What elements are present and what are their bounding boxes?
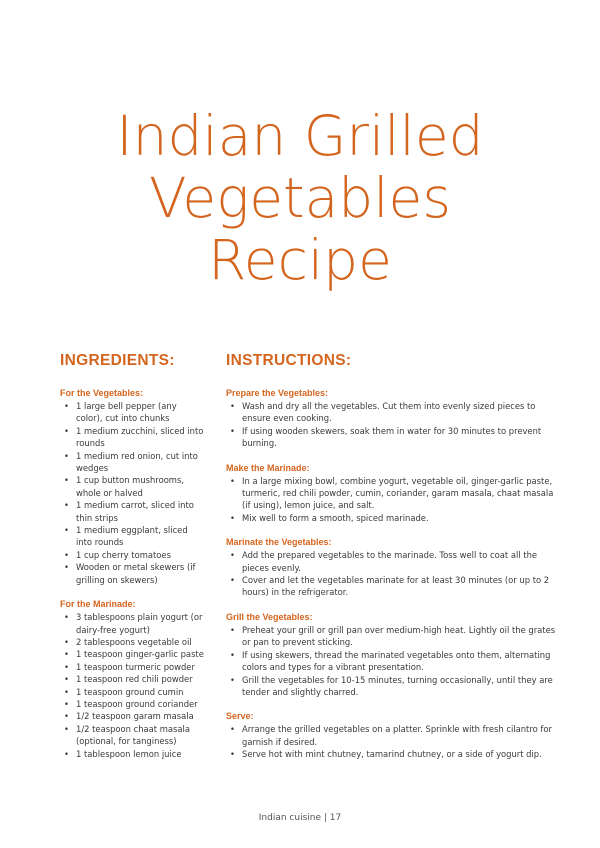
bullet-list	[226, 400, 556, 450]
recipe-section	[60, 387, 205, 586]
list-item: • Mix well to form a smooth, spiced marinade.	[226, 512, 556, 524]
recipe-section	[226, 536, 556, 599]
list-item: • If using skewers, thread the marinated vegetables onto them, alternating colors and types for a vibrant presentation.	[226, 649, 556, 674]
list-item: • 1 medium red onion, cut into wedges	[60, 450, 205, 475]
list-item: • 1 medium eggplant, sliced into rounds	[60, 524, 205, 549]
bullet-list	[226, 723, 556, 760]
section-title: For the Vegetables:	[60, 388, 144, 398]
list-item: • 1 teaspoon ground cumin	[60, 686, 205, 698]
list-item: • 2 tablespoons vegetable oil	[60, 636, 205, 648]
list-item: • Wooden or metal skewers (if grilling on skewers)	[60, 561, 205, 586]
recipe-section	[226, 387, 556, 450]
list-item: • If using wooden skewers, soak them in water for 30 minutes to prevent burning.	[226, 425, 556, 450]
list-item: • 1/2 teaspoon garam masala	[60, 710, 205, 722]
list-item: • Add the prepared vegetables to the marinade. Toss well to coat all the pieces evenly.	[226, 549, 556, 574]
list-item: • Wash and dry all the vegetables. Cut them into evenly sized pieces to ensure even cooking.	[226, 400, 556, 425]
section-title: For the Marinade:	[60, 599, 136, 610]
bullet-list	[226, 549, 556, 599]
instructions-column	[226, 352, 556, 773]
list-item: • 1/2 teaspoon chaat masala (optional, for tanginess)	[60, 723, 205, 748]
ingredients-column	[60, 352, 205, 772]
list-item: • 1 teaspoon red chili powder	[60, 673, 205, 685]
list-item: • Serve hot with mint chutney, tamarind chutney, or a side of yogurt dip.	[226, 748, 556, 760]
list-item: • Grill the vegetables for 10-15 minutes, turning occasionally, until they are tender and slightly charred.	[226, 674, 556, 699]
title-line: Recipe	[208, 227, 392, 292]
bullet-list	[226, 475, 556, 525]
list-item: • Cover and let the vegetables marinate for at least 30 minutes (or up to 2 hours) in the refrigerator.	[226, 574, 556, 599]
list-item: • 3 tablespoons plain yogurt (or dairy-free yogurt)	[60, 611, 205, 636]
page-title	[0, 105, 600, 291]
bullet-list	[226, 624, 556, 698]
list-item: • In a large mixing bowl, combine yogurt, vegetable oil, ginger-garlic paste, turmeric, red chili powder, cumin, coriander, garam masala, chaat masala (if using), lemon juice, and salt.	[226, 475, 556, 512]
list-item: • 1 teaspoon ground coriander	[60, 698, 205, 710]
list-item: • 1 medium zucchini, sliced into rounds	[60, 425, 205, 450]
recipe-section	[226, 710, 556, 760]
ingredients-sections	[60, 387, 205, 760]
bullet-list	[60, 400, 205, 586]
section-title: Grill the Vegetables:	[226, 611, 313, 622]
list-item: • Arrange the grilled vegetables on a platter. Sprinkle with fresh cilantro for garnish if desired.	[226, 723, 556, 748]
list-item: • 1 teaspoon ginger-garlic paste	[60, 648, 205, 660]
list-item: • 1 cup button mushrooms, whole or halved	[60, 474, 205, 499]
page-footer: Indian cuisine | 17	[258, 813, 342, 823]
list-item: • 1 cup cherry tomatoes	[60, 549, 205, 561]
instructions-heading: INSTRUCTIONS:	[226, 352, 352, 369]
list-item: • 1 medium carrot, sliced into thin strips	[60, 499, 205, 524]
section-title: Marinate the Vegetables:	[226, 537, 332, 548]
list-item: • 1 large bell pepper (any color), cut into chunks	[60, 400, 205, 425]
title-line: Vegetables	[149, 165, 451, 230]
list-item: • 1 tablespoon lemon juice	[60, 748, 205, 760]
ingredients-heading: INGREDIENTS:	[60, 352, 175, 369]
list-item: • Preheat your grill or grill pan over medium-high heat. Lightly oil the grates or pan to prevent sticking.	[226, 624, 556, 649]
bullet-list	[60, 611, 205, 760]
list-item: • 1 teaspoon turmeric powder	[60, 661, 205, 673]
title-line: Indian Grilled	[116, 103, 484, 168]
recipe-section	[226, 462, 556, 525]
section-title: Serve:	[226, 711, 254, 722]
recipe-section	[226, 611, 556, 698]
section-title: Prepare the Vegetables:	[226, 388, 329, 398]
recipe-section	[60, 598, 205, 760]
instructions-sections	[226, 387, 556, 761]
section-title: Make the Marinade:	[226, 462, 310, 473]
